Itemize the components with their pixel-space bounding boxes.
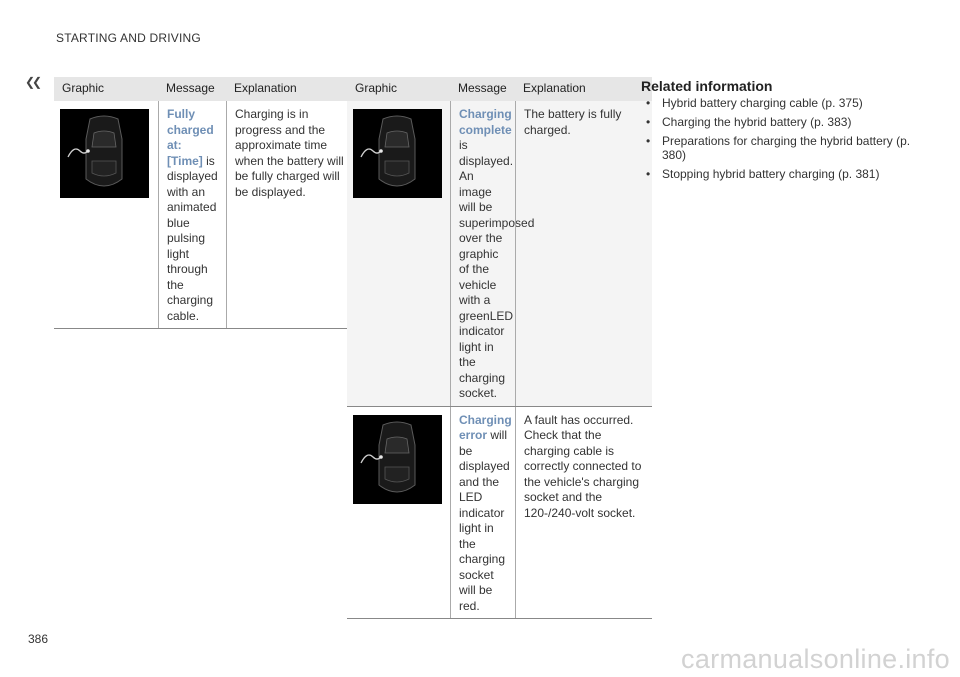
message-cell — [450, 407, 515, 619]
header-graphic: Graphic — [62, 81, 105, 96]
bullet-icon: • — [646, 96, 651, 110]
page-number: 386 — [28, 632, 49, 646]
message-highlight: Charging complete — [459, 107, 512, 137]
watermark: carmanualsonline.info — [681, 644, 950, 674]
related-information — [641, 78, 911, 186]
double-chevron-left-icon[interactable]: ❮❮ — [25, 75, 40, 89]
message-cell — [158, 101, 226, 328]
bullet-icon: • — [646, 115, 651, 129]
related-link-text[interactable]: Charging the hybrid battery (p. 383) — [662, 115, 852, 129]
table-row — [347, 101, 652, 407]
message-cell — [450, 101, 535, 406]
related-link-text[interactable]: Preparations for charging the hybrid battery (p. 380) — [662, 134, 911, 162]
header-explanation: Explanation — [234, 81, 297, 96]
explanation-cell: Charging is in progress and the approximate time when the battery will be fully charged will be displayed. — [226, 101, 351, 328]
table-header — [347, 77, 652, 101]
message-highlight: Fully charged at: [Time] — [167, 107, 214, 168]
related-link-charging-cable[interactable] — [641, 96, 911, 110]
graphic-cell — [54, 101, 158, 328]
table-header — [54, 77, 351, 101]
car-charging-image — [353, 415, 442, 504]
table-row — [54, 101, 351, 329]
bullet-icon: • — [646, 167, 651, 181]
related-link-preparations[interactable] — [641, 134, 911, 162]
explanation-cell: A fault has occurred. Check that the charging cable is correctly connected to the vehicle's charging socket and the 120-/240-volt socket. — [515, 407, 652, 619]
header-explanation: Explanation — [523, 81, 586, 96]
section-header: STARTING AND DRIVING — [56, 31, 201, 45]
charging-status-table-left — [54, 77, 351, 329]
related-link-text[interactable]: Stopping hybrid battery charging (p. 381) — [662, 167, 880, 181]
graphic-cell — [347, 101, 450, 406]
header-graphic: Graphic — [355, 81, 398, 96]
message-text: will be displayed and the LED indicator light in the charging socket will be red. — [459, 428, 510, 613]
related-link-charging-battery[interactable] — [641, 115, 911, 129]
car-charging-image — [353, 109, 442, 198]
related-list — [641, 96, 911, 181]
message-text: is displayed with an animated blue pulsing light through the charging cable. — [167, 153, 218, 323]
car-charging-image — [60, 109, 149, 198]
bullet-icon: • — [646, 134, 651, 148]
message-text: is displayed. An image will be superimposed over the graphic of the vehicle with a greenLED indicator light in the charging socket. — [459, 138, 535, 400]
related-link-stopping[interactable] — [641, 167, 911, 181]
explanation-cell: The battery is fully charged. — [515, 101, 652, 406]
header-message: Message — [458, 81, 507, 96]
header-message: Message — [166, 81, 215, 96]
table-row — [347, 407, 652, 620]
graphic-cell — [347, 407, 450, 619]
charging-status-table-right — [347, 77, 652, 619]
related-link-text[interactable]: Hybrid battery charging cable (p. 375) — [662, 96, 863, 110]
message-highlight: Charging error — [459, 412, 512, 442]
related-title: Related information — [641, 78, 773, 94]
